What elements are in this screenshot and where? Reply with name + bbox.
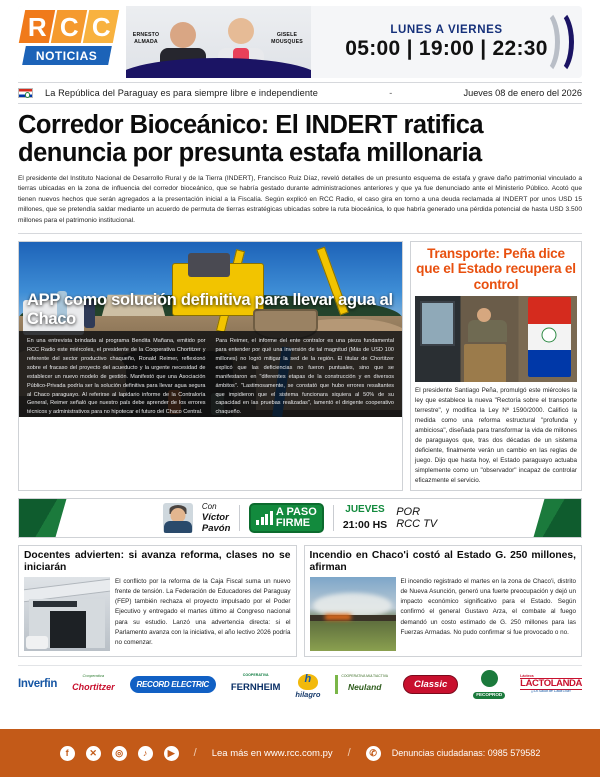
story-headline: Docentes advierten: si avanza reforma, clases no se iniciarán xyxy=(24,550,291,574)
sponsor-label: Neuland xyxy=(347,682,382,693)
decorative-curve xyxy=(528,6,576,78)
x-twitter-icon[interactable]: ✕ xyxy=(86,746,101,761)
sponsor-label: LACTOLANDA xyxy=(520,678,582,690)
footer-bar xyxy=(0,729,600,777)
thumb-flames xyxy=(325,614,351,620)
host-suit xyxy=(164,521,192,533)
hero-caption-col-2: Para Reimer, el informe del ente contralor es una pieza fundamental para entender por qué una inversión de tal magnitud (Más de USD 100 millones) no logró mitigar la sed de la región. El titular de Chortitzer explicó que las deficiencias no fueron puntuales, sino que se manifestaron en "diferentes etapas de la construcción y en diversos ámbitos". "Lastimosamente, se constató que hubo errores resaltantes que impidieron que el sistema funcionara siquiera al 50% de su capacidad en las pruebas realizadas", lamentó el dirigente cooperativo chaqueño. xyxy=(215,338,394,416)
logo-letter-r: R xyxy=(27,11,47,42)
promo-con-label: Con xyxy=(201,502,217,512)
logo-banner-noticias xyxy=(22,46,112,65)
story-incendio[interactable] xyxy=(304,545,583,656)
thumb-car xyxy=(26,636,48,649)
divider xyxy=(18,233,582,234)
anchors-photo xyxy=(126,6,311,78)
promo-wing-left xyxy=(19,499,77,537)
sponsor-logo-inverfin[interactable] xyxy=(18,671,57,697)
host-first-name: Víctor xyxy=(201,511,229,523)
promo-airtime xyxy=(343,504,387,533)
instagram-icon[interactable]: ◎ xyxy=(112,746,127,761)
sponsor-label: FERNHEIM xyxy=(230,681,281,693)
anchor-head xyxy=(170,22,196,48)
recycle-icon xyxy=(481,670,498,687)
anchor-first-name: GISELE xyxy=(276,32,298,38)
promo-divider xyxy=(239,505,240,531)
sponsor-logo-neuland[interactable] xyxy=(335,671,388,697)
youtube-icon[interactable]: ▶ xyxy=(164,746,179,761)
logo-tile-c2 xyxy=(83,10,119,43)
story-thumbnail-wildfire xyxy=(310,577,396,651)
sponsor-logo-hilagro[interactable] xyxy=(295,671,321,700)
national-motto: La República del Paraguay es para siempre libre e independiente xyxy=(45,88,318,98)
photo-paraguay-flag xyxy=(528,297,570,376)
curve-grey xyxy=(526,8,560,76)
sidebar-photo-pena xyxy=(415,296,577,382)
schedule-times: 05:00 | 19:00 | 22:30 xyxy=(345,36,548,60)
anchor-last-name: MOUSQUES xyxy=(271,38,303,45)
hero-headline: APP como solución definitiva para llevar agua al Chaco xyxy=(27,291,393,329)
sponsor-label: FECOPROD xyxy=(473,692,505,699)
hero-caption-col-1: En una entrevista brindada al programa Bendita Mañana, emitido por RCC Radio este miércoles, el presidente de la Cooperativa Chortitzer y referente del sector productivo chaqueño, Ronald Reimer, reflexionó sobre el fracaso del proyecto del acueducto y la urgente necesidad de establecer un nuevo modelo de gestión. Manifestó que una Asociación Público-Privada podría ser la solución definitiva para llevar agua segura al Chaco paraguayo. Al referirse al lapidario informe de la Contraloría General, Reimer señaló que nuestro país debe aprender de los errores técnicos y administrativos para no hipotecar el futuro del Chaco Central. xyxy=(27,338,206,416)
footer-separator: / xyxy=(193,747,197,759)
sponsor-tagline: COOPERATIVA xyxy=(242,673,269,678)
facebook-icon[interactable]: f xyxy=(60,746,75,761)
complaints-phone: Denuncias ciudadanas: 0985 579582 xyxy=(391,748,541,758)
story-body: El conflicto por la reforma de la Caja Fiscal suma un nuevo frente de tensión. La Federación de Educadores del Paraguay (FEP) también rechaza el proyecto impulsado por el Poder Ejecutivo y entregado el martes último al Congreso nacional para su estudio. Lanzó una advertencia directa: si el Parlamento avanza con la iniciativa, el año lectivo 2026 podría no comenzar. xyxy=(115,577,291,646)
sponsor-label: hilagro xyxy=(295,690,321,700)
photo-podium xyxy=(464,344,506,382)
sponsor-label: Classic xyxy=(403,675,458,694)
sponsor-slogan: ¡¡La Salud de Cada Día!! xyxy=(531,689,571,694)
rcc-logo[interactable] xyxy=(18,6,126,78)
sponsor-logo-classic[interactable] xyxy=(403,671,458,697)
lead-story xyxy=(0,104,600,226)
story-body: El incendio registrado el martes en la zona de Chaco'i, distrito de Nueva Asunción, generó una fuerte preocupación y dejó un impacto económico significativo para el Estado. Según confirmó el general Gustavo Arza, el combate al fuego demandó un costo estimado de G. 250 millones para las Fuerzas Armadas. No pudo confirmar si fue provocado o no. xyxy=(400,577,576,636)
lead-body: El presidente del Instituto Nacional de Desarrollo Rural y de la Tierra (INDERT), Francisco Ruiz Díaz, reveló detalles de un presunto esquema de estafa y grave daño patrimonial vinculado a tierras ubicadas en la zona de influencia del corredor bioceánico, que se habría gestado durante administraciones anteriores y que ya fue denunciado ante el Ministerio Público. Acotó que tienen nuevos hechos que serán agregados a la presentación inicial a la Fiscalía. Según explicó en RCC Radio, el caso gira en torno a una deuda reclamada al INDERT por unos USD 15 millones, que se pretendía saldar mediante un acuerdo de permuta de tierras estratégicas ubicadas sobre la ruta bioceánica, lo que habría generado una pérdida potencial de hasta USD 3.500 millones para el patrimonio institucional. xyxy=(18,175,582,224)
promo-channel xyxy=(396,506,437,531)
thumb-entrance xyxy=(50,611,86,648)
promo-wing-right xyxy=(523,499,581,537)
anchor-name-ernesto xyxy=(130,32,162,45)
sponsor-label: Inverfin xyxy=(18,678,58,691)
promo-day: JUEVES xyxy=(345,503,385,515)
story-row xyxy=(305,577,582,656)
sponsor-label: RECORD ELECTRIC xyxy=(130,676,216,693)
story-thumbnail-ministry-building xyxy=(24,577,110,651)
footer-separator: / xyxy=(347,747,351,759)
secondary-stories xyxy=(18,545,582,656)
photo-window xyxy=(420,301,456,346)
broadcast-schedule xyxy=(311,6,582,78)
promo-content xyxy=(77,499,523,537)
show-title-line-2: FIRME xyxy=(275,517,311,530)
sponsor-tagline: Cooperativa xyxy=(82,673,105,679)
host-last-name: Pavón xyxy=(201,523,231,535)
promo-by-label: POR xyxy=(396,505,421,518)
sidebar-article[interactable] xyxy=(410,241,582,491)
whatsapp-icon[interactable]: ✆ xyxy=(366,746,381,761)
hero-caption xyxy=(19,331,402,417)
photo-speaker-head xyxy=(477,308,491,322)
lead-headline: Corredor Bioceánico: El INDERT ratifica denuncia por presunta estafa millonaria xyxy=(18,111,484,167)
anchors-swoosh xyxy=(126,58,311,78)
photo-speaker-body xyxy=(468,320,507,342)
show-title xyxy=(276,507,317,529)
anchor-last-name: ALMADA xyxy=(134,38,158,45)
story-row xyxy=(19,577,296,656)
sponsor-mark: h xyxy=(298,674,318,690)
promo-divider xyxy=(333,505,334,531)
masthead xyxy=(0,0,600,78)
logo-tile-r xyxy=(19,10,55,43)
logo-tile-c1 xyxy=(51,10,87,43)
schedule-days: LUNES A VIERNES xyxy=(390,23,503,36)
rcc-logo-tiles xyxy=(22,10,126,43)
host-photo-victor-pavon xyxy=(163,503,193,533)
show-title-line-1: A PASO xyxy=(275,506,317,519)
sponsor-tagline: Lácteos xyxy=(520,673,534,678)
sponsor-logo-lactolanda[interactable] xyxy=(520,671,582,697)
hero-photo-excavator xyxy=(19,242,402,417)
date-separator: - xyxy=(389,88,393,98)
anchor-name-gisele xyxy=(266,32,308,45)
photo-excavator-cab xyxy=(188,253,230,278)
promo-channel-name: RCC TV xyxy=(396,518,438,531)
logo-banner-label: NOTICIAS xyxy=(36,48,98,63)
show-logo-a-paso-firme xyxy=(249,503,323,533)
thumb-sign xyxy=(33,601,78,607)
sidebar-headline: Transporte: Peña dice que el Estado recupera el control xyxy=(416,246,576,292)
main-grid xyxy=(18,241,582,491)
paraguay-flag-icon xyxy=(18,88,33,98)
story-headline: Incendio en Chaco'i costó al Estado G. 250 millones, afirman xyxy=(309,550,576,574)
anchor-first-name: ERNESTO xyxy=(132,32,160,38)
sponsor-logo-fernheim[interactable] xyxy=(231,671,281,697)
sponsor-strip xyxy=(18,665,582,703)
anchor-head xyxy=(228,18,254,44)
sponsor-logo-fecoprod[interactable] xyxy=(473,671,505,697)
issue-date: Jueves 08 de enero del 2026 xyxy=(463,88,582,98)
tiktok-icon[interactable]: ♪ xyxy=(138,746,153,761)
thumb-burned-line xyxy=(310,615,396,621)
sponsor-logo-chortitzer[interactable] xyxy=(72,671,115,697)
hero-article[interactable] xyxy=(18,241,403,491)
promo-banner-a-paso-firme[interactable] xyxy=(18,498,582,538)
logo-letter-c2: C xyxy=(91,11,111,42)
sponsor-label: Chortitzer xyxy=(72,682,115,693)
website-link[interactable]: Lea más en www.rcc.com.py xyxy=(211,747,333,759)
walking-bars-icon xyxy=(256,511,273,525)
sponsor-tagline: COOPERATIVA MULTIACTIVA xyxy=(341,673,389,678)
sponsor-logo-record-electric[interactable] xyxy=(130,671,216,697)
promo-time: 21:00 HS xyxy=(342,518,388,531)
sidebar-body: El presidente Santiago Peña, promulgó este miércoles la ley que establece la nueva "Rectoría sobre el transporte terrestre", y modifica la Ley Nº 1590/2000. Calificó la medida como una reforma estructural "profunda y ambiciosa", diseñada para transformar la vida de millones de paraguayos que, tras dos décadas de un sistema deficiente, finalmente verán un cambio en las reglas de juego. Dijo que hasta hoy, el Estado paraguayo actuaba simplemente como un "observador" incapaz de controlar eficazmente el servicio. xyxy=(415,386,577,485)
host-name-block xyxy=(202,502,231,534)
logo-letter-c1: C xyxy=(59,11,79,42)
date-bar xyxy=(18,82,582,104)
story-docentes[interactable] xyxy=(18,545,297,656)
